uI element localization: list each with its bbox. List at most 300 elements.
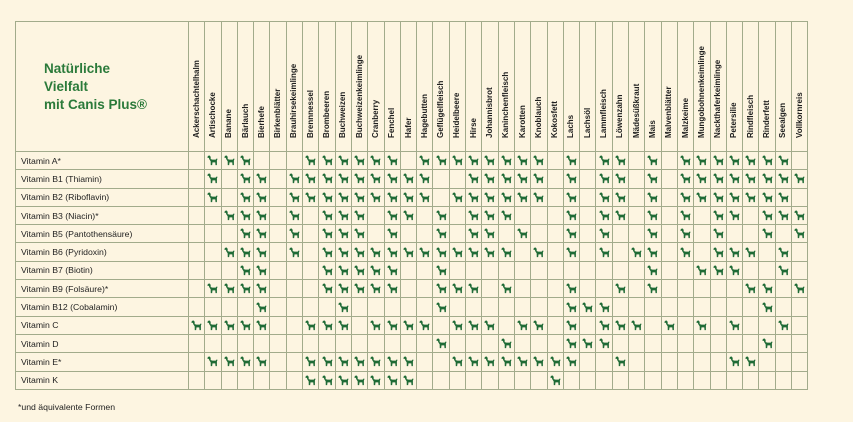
table-cell [563, 206, 579, 224]
dog-icon [680, 155, 691, 166]
table-cell [612, 316, 628, 334]
table-cell [677, 225, 693, 243]
table-cell [498, 298, 514, 316]
table-cell [547, 316, 563, 334]
table-cell [775, 298, 791, 316]
table-cell [351, 206, 367, 224]
table-cell [417, 334, 433, 352]
dog-icon [501, 210, 512, 221]
dog-icon [207, 192, 218, 203]
table-cell [645, 206, 661, 224]
dog-icon [354, 210, 365, 221]
table-cell [547, 371, 563, 389]
table-cell [547, 243, 563, 261]
table-cell [743, 353, 759, 371]
column-header-label: Buchweizenkeimlinge [354, 54, 364, 138]
dog-icon [452, 283, 463, 294]
title-cell [16, 22, 189, 152]
table-cell [743, 280, 759, 298]
table-cell [498, 206, 514, 224]
table-cell [743, 206, 759, 224]
table-cell [384, 261, 400, 279]
table-cell [514, 188, 530, 206]
dog-icon [370, 375, 381, 386]
dog-icon [256, 320, 267, 331]
table-cell [417, 243, 433, 261]
column-header-label: Mungobohnenkeimlinge [696, 46, 706, 138]
table-cell [645, 170, 661, 188]
table-cell [514, 334, 530, 352]
column-header [368, 22, 384, 152]
dog-icon [794, 283, 805, 294]
table-cell [466, 316, 482, 334]
dog-icon [501, 155, 512, 166]
table-cell [286, 170, 302, 188]
table-cell [270, 280, 286, 298]
table-cell [531, 353, 547, 371]
dog-icon [468, 210, 479, 221]
table-cell [221, 298, 237, 316]
dog-icon [468, 356, 479, 367]
table-cell [433, 353, 449, 371]
table-cell [286, 243, 302, 261]
column-header-label: Bärlauch [240, 103, 250, 138]
table-cell [351, 170, 367, 188]
dog-icon [566, 210, 577, 221]
table-cell [351, 243, 367, 261]
table-cell [270, 371, 286, 389]
table-cell [498, 243, 514, 261]
dog-icon [387, 155, 398, 166]
dog-icon [256, 302, 267, 313]
table-cell [384, 371, 400, 389]
table-cell [775, 334, 791, 352]
table-cell [384, 353, 400, 371]
dog-icon [745, 247, 756, 258]
table-cell [514, 206, 530, 224]
table-cell [629, 188, 645, 206]
table-cell [629, 371, 645, 389]
table-cell [384, 316, 400, 334]
row-label: Vitamin A* [16, 152, 189, 170]
table-cell [645, 280, 661, 298]
dog-icon [680, 228, 691, 239]
table-cell [580, 371, 596, 389]
table-cell [710, 298, 726, 316]
dog-icon [647, 210, 658, 221]
table-cell [694, 371, 710, 389]
table-cell [384, 188, 400, 206]
dog-icon [599, 247, 610, 258]
dog-icon [599, 338, 610, 349]
table-cell [303, 298, 319, 316]
table-cell [237, 316, 253, 334]
table-cell [482, 243, 498, 261]
table-cell [417, 170, 433, 188]
table-cell [677, 334, 693, 352]
dog-icon [240, 173, 251, 184]
dog-icon [387, 228, 398, 239]
footnote: *und äquivalente Formen [18, 402, 116, 412]
table-cell [629, 152, 645, 170]
column-header-label: Heidelbeere [452, 92, 462, 138]
table-cell [351, 280, 367, 298]
dog-icon [240, 320, 251, 331]
dog-icon [533, 320, 544, 331]
table-cell [335, 243, 351, 261]
table-cell [384, 152, 400, 170]
table-cell [563, 261, 579, 279]
table-cell [466, 225, 482, 243]
column-header-label: Johannisbrot [484, 87, 494, 138]
table-cell [335, 170, 351, 188]
dog-icon [240, 247, 251, 258]
table-cell [629, 170, 645, 188]
table-cell [482, 225, 498, 243]
table-cell [629, 243, 645, 261]
table-cell [775, 353, 791, 371]
dog-icon [729, 192, 740, 203]
table-cell [384, 243, 400, 261]
row-label: Vitamin D [16, 334, 189, 352]
table-cell [629, 280, 645, 298]
table-row [16, 152, 808, 170]
table-cell [303, 353, 319, 371]
table-cell [677, 316, 693, 334]
dog-icon [305, 356, 316, 367]
table-cell [270, 298, 286, 316]
dog-icon [256, 210, 267, 221]
table-cell [514, 280, 530, 298]
table-cell [743, 261, 759, 279]
table-cell [270, 152, 286, 170]
table-cell [351, 334, 367, 352]
column-header [351, 22, 367, 152]
table-cell [759, 371, 775, 389]
table-cell [661, 170, 677, 188]
table-cell [433, 298, 449, 316]
table-cell [466, 206, 482, 224]
column-header [710, 22, 726, 152]
table-cell [351, 188, 367, 206]
column-header [629, 22, 645, 152]
table-cell [726, 152, 742, 170]
table-cell [710, 152, 726, 170]
dog-icon [256, 283, 267, 294]
table-cell [286, 206, 302, 224]
table-cell [417, 316, 433, 334]
dog-icon [256, 265, 267, 276]
column-header-label: Lachs [566, 114, 576, 138]
table-cell [237, 334, 253, 352]
column-header [759, 22, 775, 152]
dog-icon [305, 375, 316, 386]
dog-icon [778, 192, 789, 203]
dog-icon [566, 192, 577, 203]
table-cell [743, 243, 759, 261]
column-header [449, 22, 465, 152]
table-cell [205, 243, 221, 261]
table-cell [466, 280, 482, 298]
table-cell [205, 170, 221, 188]
dog-icon [713, 155, 724, 166]
column-header [286, 22, 302, 152]
table-cell [205, 316, 221, 334]
dog-icon [370, 265, 381, 276]
table-cell [612, 206, 628, 224]
table-cell [743, 316, 759, 334]
dog-icon [370, 283, 381, 294]
table-cell [531, 188, 547, 206]
table-cell [189, 243, 205, 261]
table-cell [189, 316, 205, 334]
dog-icon [387, 265, 398, 276]
column-header-label: Löwenzahn [615, 94, 625, 138]
table-cell [449, 280, 465, 298]
table-cell [449, 170, 465, 188]
dog-icon [713, 265, 724, 276]
table-cell [189, 353, 205, 371]
table-cell [759, 170, 775, 188]
dog-icon [647, 247, 658, 258]
table-cell [791, 334, 807, 352]
dog-icon [582, 338, 593, 349]
table-cell [466, 261, 482, 279]
dog-icon [305, 192, 316, 203]
dog-icon [387, 192, 398, 203]
table-cell [677, 261, 693, 279]
dog-icon [501, 283, 512, 294]
dog-icon [762, 192, 773, 203]
dog-icon [452, 247, 463, 258]
column-header-label: Brauhirsekeimlinge [289, 63, 299, 138]
column-header [270, 22, 286, 152]
table-cell [531, 334, 547, 352]
dog-icon [207, 320, 218, 331]
dog-icon [354, 283, 365, 294]
dog-icon [224, 356, 235, 367]
column-header-label: Rinderfett [762, 100, 772, 138]
dog-icon [533, 155, 544, 166]
table-cell [400, 243, 416, 261]
table-cell [449, 298, 465, 316]
dog-icon [403, 356, 414, 367]
dog-icon [647, 173, 658, 184]
table-cell [254, 298, 270, 316]
dog-icon [322, 283, 333, 294]
row-label: Vitamin K [16, 371, 189, 389]
table-cell [237, 170, 253, 188]
dog-icon [387, 247, 398, 258]
column-header-label: Seealgen [778, 102, 788, 138]
dog-icon [240, 210, 251, 221]
column-header [335, 22, 351, 152]
dog-icon [599, 320, 610, 331]
dog-icon [599, 192, 610, 203]
table-cell [531, 298, 547, 316]
dog-icon [207, 356, 218, 367]
table-cell [661, 152, 677, 170]
dog-icon [468, 228, 479, 239]
dog-icon [550, 356, 561, 367]
dog-icon [533, 173, 544, 184]
column-header [400, 22, 416, 152]
dog-icon [224, 247, 235, 258]
dog-icon [582, 302, 593, 313]
dog-icon [387, 375, 398, 386]
table-cell [759, 334, 775, 352]
table-cell [270, 206, 286, 224]
table-cell [466, 188, 482, 206]
column-header-label: Kaninchenfleisch [501, 71, 511, 138]
table-cell [319, 152, 335, 170]
table-cell [580, 280, 596, 298]
table-cell [254, 261, 270, 279]
table-cell [189, 170, 205, 188]
table-cell [189, 280, 205, 298]
table-cell [694, 353, 710, 371]
table-cell [335, 280, 351, 298]
dog-icon [484, 247, 495, 258]
table-cell [286, 225, 302, 243]
table-cell [433, 316, 449, 334]
row-label: Vitamin B6 (Pyridoxin) [16, 243, 189, 261]
table-cell [254, 152, 270, 170]
dog-icon [436, 247, 447, 258]
table-cell [726, 243, 742, 261]
table-cell [514, 371, 530, 389]
table-cell [205, 334, 221, 352]
dog-icon [680, 173, 691, 184]
column-header [563, 22, 579, 152]
dog-icon [305, 155, 316, 166]
table-cell [466, 353, 482, 371]
table-cell [286, 353, 302, 371]
table-cell [661, 353, 677, 371]
table-cell [498, 152, 514, 170]
table-cell [400, 280, 416, 298]
table-cell [335, 353, 351, 371]
table-cell [580, 261, 596, 279]
dog-icon [354, 192, 365, 203]
row-label: Vitamin C [16, 316, 189, 334]
table-cell [645, 334, 661, 352]
table-cell [221, 371, 237, 389]
column-header-label: Vollkornreis [794, 92, 804, 138]
table-cell [514, 316, 530, 334]
dog-icon [354, 265, 365, 276]
table-cell [694, 206, 710, 224]
dog-icon [517, 320, 528, 331]
table-cell [368, 170, 384, 188]
dog-icon [533, 247, 544, 258]
table-cell [596, 152, 612, 170]
dog-icon [338, 375, 349, 386]
table-cell [449, 316, 465, 334]
table-cell [319, 316, 335, 334]
dog-icon [436, 265, 447, 276]
dog-icon [680, 192, 691, 203]
table-cell [629, 298, 645, 316]
table-row [16, 225, 808, 243]
table-cell [531, 261, 547, 279]
table-cell [368, 371, 384, 389]
table-cell [368, 298, 384, 316]
dog-icon [599, 302, 610, 313]
row-label: Vitamin B12 (Cobalamin) [16, 298, 189, 316]
dog-icon [224, 283, 235, 294]
dog-icon [647, 155, 658, 166]
table-cell [596, 298, 612, 316]
dog-icon [745, 173, 756, 184]
table-cell [661, 243, 677, 261]
table-cell [270, 316, 286, 334]
dog-icon [762, 338, 773, 349]
table-cell [791, 206, 807, 224]
dog-icon [484, 320, 495, 331]
dog-icon [419, 173, 430, 184]
column-header-label: Hagebutten [419, 94, 429, 138]
table-cell [743, 225, 759, 243]
table-cell [270, 188, 286, 206]
table-cell [205, 152, 221, 170]
table-cell [677, 188, 693, 206]
dog-icon [191, 320, 202, 331]
table-cell [433, 152, 449, 170]
dog-icon [322, 265, 333, 276]
dog-icon [501, 247, 512, 258]
table-cell [514, 170, 530, 188]
table-cell [417, 206, 433, 224]
dog-icon [615, 356, 626, 367]
dog-icon [468, 247, 479, 258]
table-cell [547, 334, 563, 352]
dog-icon [354, 155, 365, 166]
table-cell [629, 206, 645, 224]
table-row [16, 371, 808, 389]
dog-icon [778, 155, 789, 166]
dog-icon [794, 210, 805, 221]
dog-icon [289, 192, 300, 203]
table-cell [498, 261, 514, 279]
table-cell [254, 316, 270, 334]
column-header-label: Mais [647, 120, 657, 138]
column-header [775, 22, 791, 152]
dog-icon [370, 155, 381, 166]
column-header [612, 22, 628, 152]
dog-icon [729, 356, 740, 367]
dog-icon [501, 356, 512, 367]
table-row [16, 298, 808, 316]
table-cell [645, 261, 661, 279]
dog-icon [370, 192, 381, 203]
dog-icon [550, 375, 561, 386]
dog-icon [387, 283, 398, 294]
dog-icon [338, 228, 349, 239]
table-cell [482, 170, 498, 188]
table-cell [303, 243, 319, 261]
table-row [16, 280, 808, 298]
table-cell [384, 280, 400, 298]
column-header-label: Lammfleisch [599, 89, 609, 138]
dog-icon [370, 173, 381, 184]
dog-icon [468, 192, 479, 203]
dog-icon [240, 265, 251, 276]
table-cell [433, 334, 449, 352]
table-cell [449, 261, 465, 279]
table-cell [775, 152, 791, 170]
table-cell [189, 206, 205, 224]
